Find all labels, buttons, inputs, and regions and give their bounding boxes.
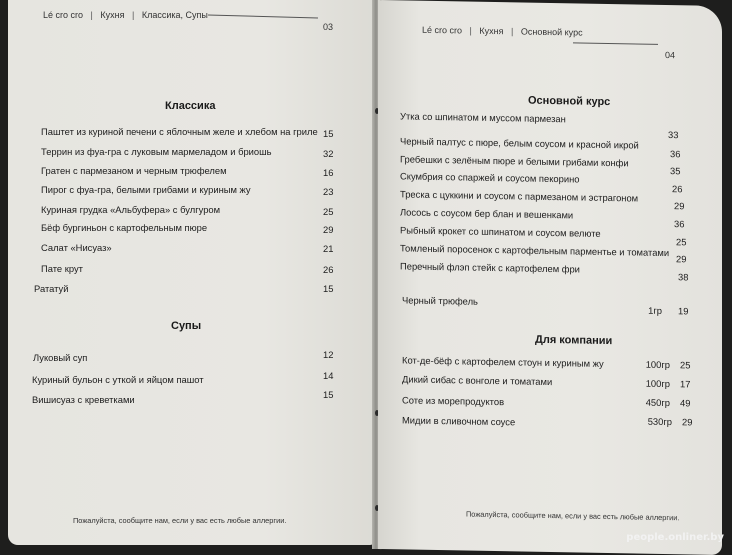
menu-item-price: 21 bbox=[323, 243, 334, 254]
menu-item-price: 35 bbox=[670, 165, 681, 177]
watermark: people.onliner.by bbox=[626, 532, 724, 543]
menu-item-price: 15 bbox=[323, 283, 334, 294]
allergy-notice: Пожалуйста, сообщите нам, если у вас есть любые аллергии. bbox=[73, 516, 287, 525]
menu-item-price: 32 bbox=[323, 148, 334, 159]
menu-item-price: 15 bbox=[323, 389, 334, 400]
header-subsection: Основной курс bbox=[520, 26, 583, 38]
menu-item-price: 36 bbox=[674, 218, 685, 230]
menu-item-price: 25 bbox=[323, 206, 334, 217]
header-separator: | bbox=[511, 26, 514, 37]
truffle-weight: 1гр bbox=[648, 304, 662, 316]
menu-item-price: 49 bbox=[680, 397, 691, 409]
menu-item-name: Дикий сибас с вонголе и томатами bbox=[402, 373, 553, 388]
page-number: 04 bbox=[665, 50, 676, 61]
menu-item-price: 38 bbox=[678, 271, 689, 283]
menu-item-name: Луковый суп bbox=[33, 352, 88, 363]
menu-item-price: 14 bbox=[323, 370, 334, 381]
menu-item-name: Пате крут bbox=[41, 263, 83, 274]
truffle-price: 19 bbox=[678, 305, 689, 317]
menu-item-price: 23 bbox=[323, 186, 334, 197]
menu-item-price: 29 bbox=[676, 253, 687, 265]
right-page-header bbox=[422, 25, 588, 38]
menu-item-price: 12 bbox=[323, 349, 334, 360]
menu-item-price: 16 bbox=[323, 167, 334, 178]
menu-item-name: Утка со шпинатом и муссом пармезан bbox=[400, 110, 566, 125]
menu-item-price: 15 bbox=[323, 128, 334, 139]
menu-item-name: Пирог с фуа-гра, белыми грибами и куриным жу bbox=[41, 184, 251, 195]
menu-item-weight: 450гр bbox=[645, 396, 670, 409]
menu-item-price: 17 bbox=[680, 378, 691, 390]
header-separator: | bbox=[90, 10, 93, 20]
menu-item-name: Куриная грудка «Альбуфера» с булгуром bbox=[41, 204, 221, 215]
menu-item-name: Перечный флэп стейк с картофелем фри bbox=[400, 260, 580, 275]
menu-item-price: 29 bbox=[674, 200, 685, 212]
page-number: 03 bbox=[323, 22, 334, 32]
left-page-header bbox=[43, 10, 213, 20]
section-title-main-course: Основной курс bbox=[528, 94, 611, 109]
brand-name: Lé cro cro bbox=[43, 10, 84, 20]
header-separator: | bbox=[132, 10, 135, 20]
menu-item-price: 26 bbox=[323, 264, 334, 275]
truffle-name: Черный трюфель bbox=[402, 294, 478, 307]
menu-item-price: 25 bbox=[676, 236, 687, 248]
header-section: Кухня bbox=[100, 10, 125, 20]
menu-item-price: 29 bbox=[682, 416, 693, 428]
menu-item-name: Вишисуаз с креветками bbox=[32, 394, 135, 405]
menu-item-name: Кот-де-бёф с картофелем стоун и куриным жу bbox=[402, 354, 604, 369]
section-title-classics: Классика bbox=[165, 100, 216, 112]
menu-item-name: Черный палтус с пюре, белым соусом и красной икрой bbox=[400, 135, 639, 151]
menu-item-name: Паштет из куриной печени с яблочным желе и хлебом на гриле bbox=[41, 126, 318, 137]
menu-item-name: Салат «Нисуаз» bbox=[41, 242, 112, 253]
header-section: Кухня bbox=[479, 25, 504, 37]
menu-item-name: Куриный бульон с уткой и яйцом пашот bbox=[32, 374, 204, 385]
section-title-soups: Супы bbox=[171, 320, 202, 332]
menu-item-weight: 530гр bbox=[647, 415, 672, 428]
header-rule bbox=[573, 42, 658, 44]
menu-item-name: Треска с цуккини и соусом с пармезаном и эстрагоном bbox=[400, 188, 639, 204]
allergy-notice: Пожалуйста, сообщите нам, если у вас есть любые аллергии. bbox=[466, 509, 680, 523]
menu-item-price: 26 bbox=[672, 183, 683, 195]
header-rule bbox=[208, 15, 318, 19]
menu-item-price: 29 bbox=[323, 224, 334, 235]
menu-item-price: 36 bbox=[670, 148, 681, 160]
menu-item-name: Террин из фуа-гра с луковым мармеладом и бриошь bbox=[41, 146, 272, 157]
brand-name: Lé cro cro bbox=[422, 24, 463, 36]
menu-item-name: Лосось с соусом бер блан и вешенками bbox=[400, 206, 574, 221]
right-menu-page bbox=[378, 0, 722, 555]
header-separator: | bbox=[469, 25, 472, 36]
menu-item-name: Гратен с пармезаном и черным трюфелем bbox=[41, 165, 227, 176]
menu-item-name: Гребешки с зелёным пюре и белыми грибами конфи bbox=[400, 153, 629, 169]
section-title-for-company: Для компании bbox=[535, 333, 613, 348]
menu-item-name: Мидии в сливочном соусе bbox=[402, 414, 516, 428]
menu-item-name: Скумбрия со спаржей и соусом пекорино bbox=[400, 170, 580, 185]
menu-item-price: 33 bbox=[668, 129, 679, 141]
menu-item-weight: 100гр bbox=[645, 358, 670, 371]
menu-item-weight: 100гр bbox=[645, 377, 670, 390]
header-subsection: Классика, Супы bbox=[141, 10, 208, 20]
menu-item-name: Томленый поросенок с картофельным парментье и томатами bbox=[400, 242, 670, 259]
menu-item-price: 25 bbox=[680, 359, 691, 371]
menu-item-name: Бёф бургиньон с картофельным пюре bbox=[41, 222, 208, 233]
menu-item-name: Соте из морепродуктов bbox=[402, 394, 505, 408]
menu-item-name: Рыбный крокет со шпинатом и соусом велюте bbox=[400, 224, 601, 239]
left-menu-page bbox=[8, 0, 374, 545]
menu-item-name: Рататуй bbox=[34, 283, 69, 294]
